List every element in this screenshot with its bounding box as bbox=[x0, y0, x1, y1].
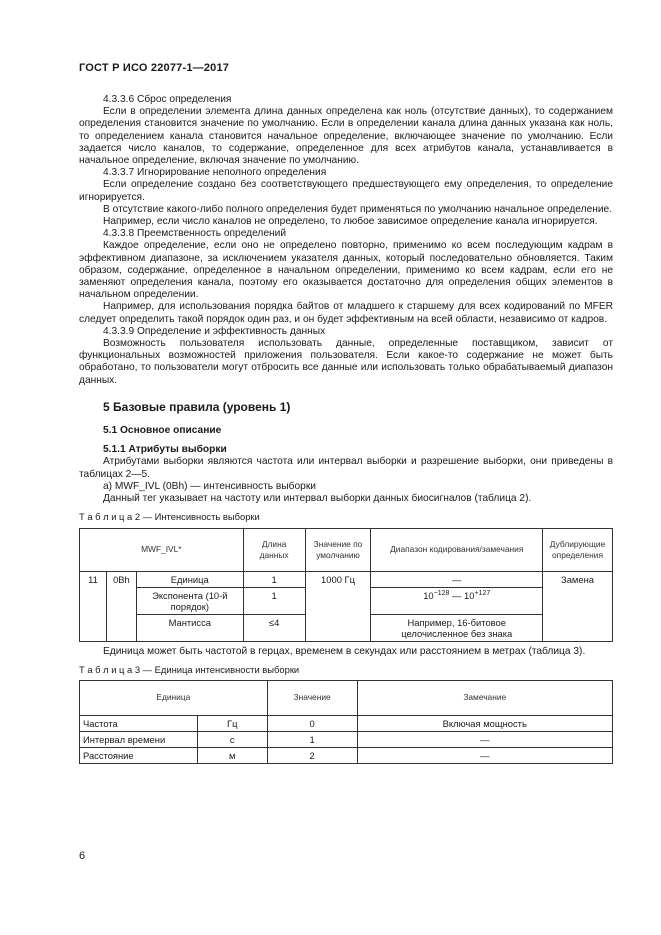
table-header-row bbox=[80, 680, 613, 715]
table-row bbox=[80, 571, 613, 587]
section-heading-51: 5.1 Основное описание bbox=[103, 425, 222, 437]
section-heading-511: 5.1.1 Атрибуты выборки bbox=[103, 444, 227, 456]
table-cell bbox=[371, 587, 543, 614]
paragraph: а) MWF_IVL (0Bh) — интенсивность выборки bbox=[103, 480, 316, 492]
paragraph: Данный тег указывает на частоту или интервал выборки данных биосигналов (таблица 2). bbox=[103, 493, 532, 505]
section-heading-4338: 4.3.3.8 Преемственность определений bbox=[103, 228, 287, 240]
table-cell: 1 bbox=[243, 587, 305, 614]
section-heading-4339: 4.3.3.9 Определение и эффективность данных bbox=[103, 325, 326, 337]
table-row bbox=[80, 731, 613, 747]
paragraph: Каждое определение, если оно не определено повторно, применимо ко всем последующим кадрам в эффективном диапазоне, за исключением указателя данных, который последовательно обновляется. Таким образом, содержание, определенное в начальном определении, применимо ко всем кадрам, если его не заменяют определения канала, поэтому его оказывается достаточно для определения общих элементов в начальном определении. bbox=[79, 240, 613, 301]
section-heading-4337: 4.3.3.7 Игнорирование неполного определения bbox=[103, 167, 327, 179]
column-header: Дублирующие определения bbox=[543, 528, 613, 571]
table-cell: — bbox=[371, 571, 543, 587]
tag-hex-cell: 0Bh bbox=[106, 571, 136, 641]
section-heading-4336: 4.3.3.6 Сброс определения bbox=[103, 94, 232, 105]
range-separator: — 10 bbox=[452, 589, 475, 601]
column-header: Диапазон кодирования/замечания bbox=[371, 528, 543, 571]
table-cell: Гц bbox=[197, 715, 267, 731]
section-heading-5: 5 Базовые правила (уровень 1) bbox=[103, 399, 291, 414]
column-header: Значение bbox=[267, 680, 357, 715]
paragraph: В отсутствие какого-либо полного определения будет применяться по умолчанию начальное определение. bbox=[103, 203, 613, 215]
table-cell: Расстояние bbox=[80, 747, 198, 763]
paragraph: Единица может быть частотой в герцах, временем в секундах или расстоянием в метрах (таблица 3). bbox=[103, 645, 586, 657]
table-cell: — bbox=[357, 747, 612, 763]
paragraph: Если определение создано без соответствующего предшествующего ему определения, то определение игнорируется. bbox=[79, 179, 613, 203]
table-cell: Включая мощность bbox=[357, 715, 612, 731]
paragraph: Например, если число каналов не определено, то любое зависимое определение канала игнорируется. bbox=[103, 216, 598, 228]
paragraph: Возможность пользователя использовать данные, определенные поставщиком, зависит от функциональных возможностей приложения пользователя. Если какое-то содержание не может быть обработано, то пользователи могут отбросить все данные или использовать только обрабатываемый диапазон данных. bbox=[79, 338, 613, 386]
range-exponent-low: −128 bbox=[433, 589, 450, 597]
table-row bbox=[80, 715, 613, 731]
table-3 bbox=[79, 680, 613, 764]
table3-caption: Т а б л и ц а 3 — Единица интенсивности выборки bbox=[79, 663, 300, 675]
table-cell: м bbox=[197, 747, 267, 763]
column-header: Замечание bbox=[357, 680, 612, 715]
table-2 bbox=[79, 528, 613, 642]
column-header: Значение по умолчанию bbox=[305, 528, 371, 571]
table-cell: с bbox=[197, 731, 267, 747]
paragraph: Например, для использования порядка байтов от младшего к старшему для всех кодирований по MFER следует определить такой порядок один раз, и он будет эффективным на всей области, независимо от кадров. bbox=[79, 301, 613, 325]
page-content bbox=[79, 94, 613, 764]
paragraph: Атрибутами выборки являются частота или интервал выборки и разрешение выборки, они приведены в таблицах 2—5. bbox=[79, 456, 613, 480]
table-cell: ≤4 bbox=[243, 614, 305, 641]
page-number: 6 bbox=[79, 850, 86, 862]
table-cell: 1 bbox=[267, 731, 357, 747]
table-cell: Единица bbox=[136, 571, 243, 587]
table-cell: 0 bbox=[267, 715, 357, 731]
table-cell: 1000 Гц bbox=[305, 571, 371, 641]
table-cell: Экспонента (10-й порядок) bbox=[136, 587, 243, 614]
table-cell: Замена bbox=[543, 571, 613, 641]
table-cell: — bbox=[357, 731, 612, 747]
column-header: Длина данных bbox=[243, 528, 305, 571]
table-row bbox=[80, 747, 613, 763]
table-header-row bbox=[80, 528, 613, 571]
table-cell: Например, 16-битовое целочисленное без знака bbox=[371, 614, 543, 641]
document-header: ГОСТ Р ИСО 22077-1—2017 bbox=[79, 62, 230, 74]
column-header: MWF_IVL* bbox=[80, 528, 244, 571]
table-cell: Интервал времени bbox=[80, 731, 198, 747]
table-cell: 1 bbox=[243, 571, 305, 587]
tag-number-cell: 11 bbox=[80, 571, 107, 641]
table-cell: Мантисса bbox=[136, 614, 243, 641]
range-exponent-high: +127 bbox=[474, 589, 491, 597]
paragraph: Если в определении элемента длина данных определена как ноль (отсутствие данных), то содержанием определения становится значение по умолчанию. Если в определении канала длина данных указана как ноль, то определением канала становится начальное определение, включающее значение по умолчанию. Если задается число каналов, то содержание, определенное для всех атрибутов канала, устанавливается в начальное определение, включая значение по умолчанию. bbox=[79, 106, 613, 167]
range-base: 10 bbox=[423, 589, 434, 601]
table-cell: 2 bbox=[267, 747, 357, 763]
column-header: Единица bbox=[80, 680, 268, 715]
table-cell: Частота bbox=[80, 715, 198, 731]
table2-caption: Т а б л и ц а 2 — Интенсивность выборки bbox=[79, 511, 260, 523]
